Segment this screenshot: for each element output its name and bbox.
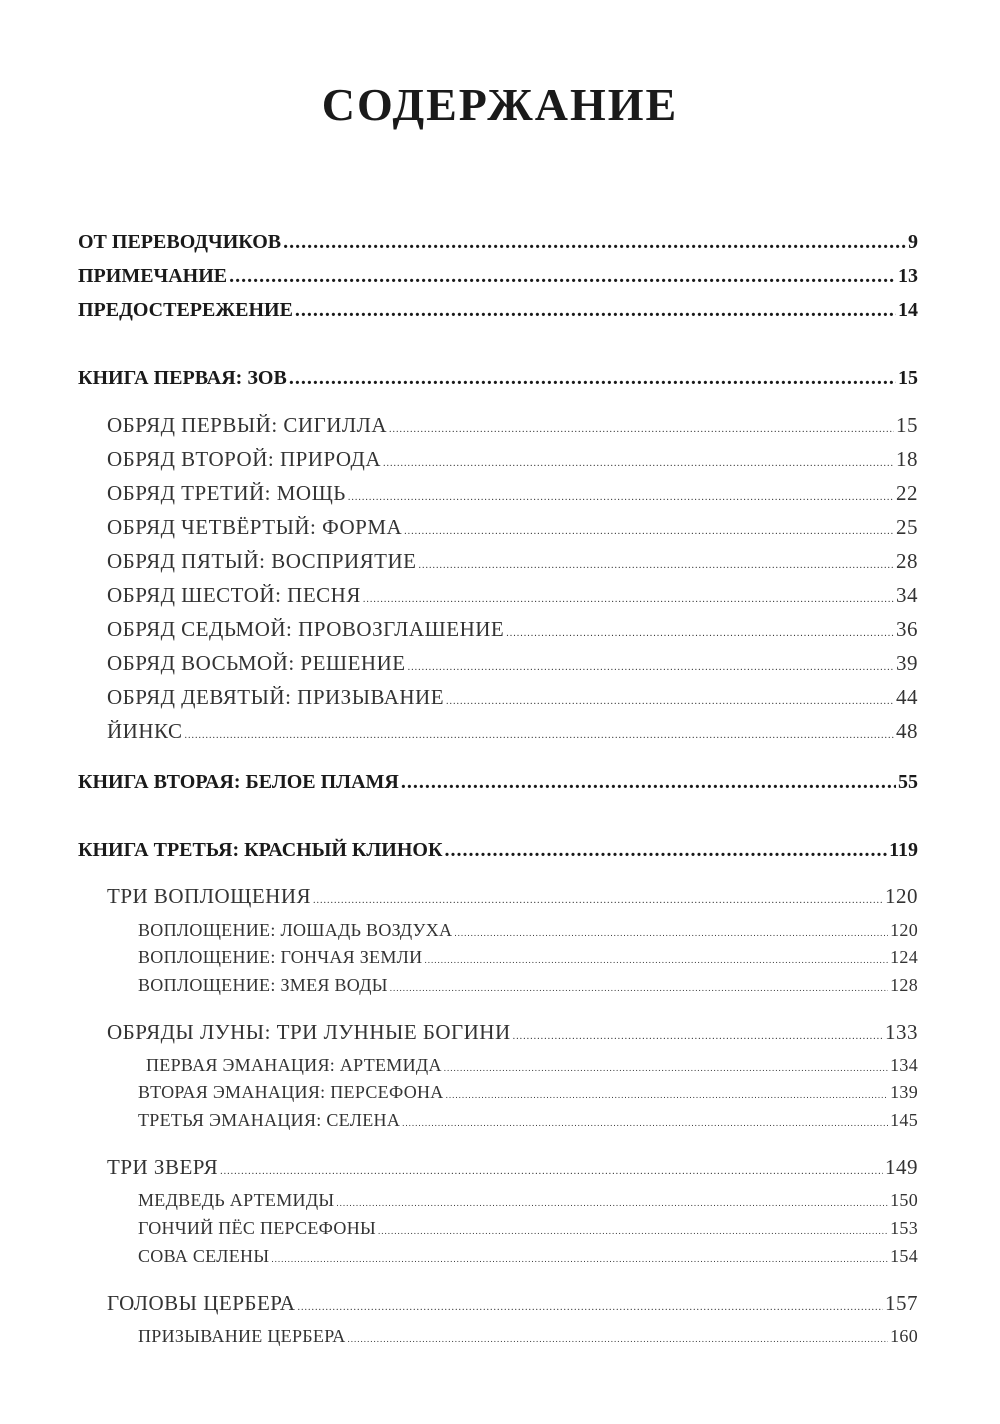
dot-leader — [454, 928, 888, 938]
toc-entry-title: ТРИ ВОПЛОЩЕНИЯ — [107, 884, 312, 908]
toc-entry-title: ПРИЗЫВАНИЕ ЦЕРБЕРА — [138, 1326, 346, 1346]
toc-subsubentry — [138, 920, 918, 941]
toc-entry-title: ОБРЯД ПЯТЫЙ: ВОСПРИЯТИЕ — [107, 549, 417, 573]
toc-entry — [78, 265, 918, 288]
toc-entry-title: ОБРЯД ПЕРВЫЙ: СИГИЛЛА — [107, 413, 388, 437]
toc-entry-page: 48 — [896, 719, 918, 743]
toc-subsubentry — [138, 1326, 918, 1347]
dot-leader — [419, 560, 895, 571]
dot-leader — [401, 771, 896, 794]
dot-leader — [402, 1118, 888, 1128]
toc-entry-page: 34 — [896, 583, 918, 607]
dot-leader — [271, 1254, 888, 1264]
dot-leader — [313, 895, 883, 906]
toc-subentry — [107, 549, 918, 574]
toc-entry-title: ВТОРАЯ ЭМАНАЦИЯ: ПЕРСЕФОНА — [138, 1082, 444, 1102]
dot-leader — [289, 367, 896, 390]
toc-entry-page: 124 — [890, 947, 918, 967]
toc-subsubentry — [138, 1218, 918, 1239]
toc-entry-page: 120 — [890, 920, 918, 940]
toc-entry-title: ПРИМЕЧАНИЕ — [78, 265, 228, 287]
dot-leader — [363, 594, 894, 605]
dot-leader — [220, 1166, 883, 1177]
dot-leader — [297, 1302, 883, 1313]
toc-book-heading — [78, 367, 918, 390]
toc-subentry — [107, 481, 918, 506]
toc-entry-title: ОБРЯД ШЕСТОЙ: ПЕСНЯ — [107, 583, 361, 607]
toc-entry-page: 150 — [890, 1190, 918, 1210]
toc-entry-page: 157 — [885, 1291, 918, 1315]
toc-subsubentry — [138, 1110, 918, 1131]
toc-entry-page: 36 — [896, 617, 918, 641]
dot-leader — [506, 628, 894, 639]
toc-entry-title: МЕДВЕДЬ АРТЕМИДЫ — [138, 1190, 335, 1210]
toc-subsubentry — [138, 1190, 918, 1211]
toc-subentry — [107, 651, 918, 676]
dot-leader — [378, 1226, 888, 1236]
toc-entry-page: 22 — [896, 481, 918, 505]
dot-leader — [446, 696, 894, 707]
toc-subsubentry — [138, 975, 918, 996]
toc-entry-page: 14 — [898, 299, 918, 321]
toc-entry-page: 134 — [890, 1055, 918, 1075]
toc-entry-page: 18 — [896, 447, 918, 471]
toc-entry-title: ОБРЯД ВОСЬМОЙ: РЕШЕНИЕ — [107, 651, 406, 675]
toc-subentry — [107, 447, 918, 472]
toc-subentry — [107, 1291, 918, 1316]
toc-subentry — [107, 515, 918, 540]
toc-subentry — [107, 884, 918, 909]
toc-entry-page: 153 — [890, 1218, 918, 1238]
dot-leader — [185, 730, 895, 741]
toc-entry-title: КНИГА ПЕРВАЯ: ЗОВ — [78, 367, 287, 389]
toc-entry-page: 119 — [889, 839, 918, 861]
toc-entry-title: ВОПЛОЩЕНИЕ: ЛОШАДЬ ВОЗДУХА — [138, 920, 453, 940]
toc-entry-page: 145 — [890, 1110, 918, 1130]
toc-entry-title: ОТ ПЕРЕВОДЧИКОВ — [78, 231, 282, 253]
toc-entry-page: 15 — [898, 367, 918, 389]
toc-entry-title: ПЕРВАЯ ЭМАНАЦИЯ: АРТЕМИДА — [146, 1055, 442, 1075]
dot-leader — [295, 299, 896, 322]
toc-entry-page: 160 — [890, 1326, 918, 1346]
dot-leader — [408, 662, 894, 673]
toc-subsubentry — [138, 1246, 918, 1267]
toc-entry-page: 149 — [885, 1155, 918, 1179]
toc-entry-page: 39 — [896, 651, 918, 675]
toc-entry-title: ОБРЯД СЕДЬМОЙ: ПРОВОЗГЛАШЕНИЕ — [107, 617, 505, 641]
toc-entry-page: 44 — [896, 685, 918, 709]
toc-entry-title: ОБРЯД ТРЕТИЙ: МОЩЬ — [107, 481, 346, 505]
dot-leader — [446, 1090, 889, 1100]
toc-entry-page: 133 — [885, 1020, 918, 1044]
toc-subentry — [107, 1020, 918, 1045]
toc-entry — [78, 299, 918, 322]
toc-entry-page: 154 — [890, 1246, 918, 1266]
toc-subentry — [107, 719, 918, 744]
toc-subentry — [107, 685, 918, 710]
toc-entry-page: 13 — [898, 265, 918, 287]
toc-subsubentry — [138, 1082, 918, 1103]
toc-entry-page: 139 — [890, 1082, 918, 1102]
dot-leader — [389, 424, 894, 435]
toc-book-heading — [78, 839, 918, 862]
dot-leader — [444, 839, 887, 862]
toc-entry-title: ПРЕДОСТЕРЕЖЕНИЕ — [78, 299, 293, 321]
toc-entry-title: ГОЛОВЫ ЦЕРБЕРА — [107, 1291, 296, 1315]
toc-entry-title: ОБРЯД ВТОРОЙ: ПРИРОДА — [107, 447, 382, 471]
toc-entry-title: ОБРЯДЫ ЛУНЫ: ТРИ ЛУННЫЕ БОГИНИ — [107, 1020, 511, 1044]
dot-leader — [513, 1031, 883, 1042]
toc-entry-page: 55 — [898, 771, 918, 793]
toc-entry-title: КНИГА ВТОРАЯ: БЕЛОЕ ПЛАМЯ — [78, 771, 399, 793]
toc-subentry — [107, 413, 918, 438]
toc-entry-page: 9 — [908, 231, 918, 253]
toc-entry-title: СОВА СЕЛЕНЫ — [138, 1246, 270, 1266]
dot-leader — [444, 1063, 888, 1073]
toc-entry-page: 25 — [896, 515, 918, 539]
dot-leader — [390, 983, 888, 993]
dot-leader — [336, 1198, 888, 1208]
toc-entry-title: ТРЕТЬЯ ЭМАНАЦИЯ: СЕЛЕНА — [138, 1110, 401, 1130]
dot-leader — [348, 492, 894, 503]
toc-entry-page: 28 — [896, 549, 918, 573]
dot-leader — [348, 1334, 889, 1344]
toc-entry — [78, 231, 918, 254]
dot-leader — [424, 955, 888, 965]
toc-entry-title: ВОПЛОЩЕНИЕ: ГОНЧАЯ ЗЕМЛИ — [138, 947, 423, 967]
toc-subsubentry — [146, 1055, 918, 1076]
dot-leader — [383, 458, 894, 469]
toc-entry-title: КНИГА ТРЕТЬЯ: КРАСНЫЙ КЛИНОК — [78, 839, 443, 861]
toc-entry-page: 120 — [885, 884, 918, 908]
dot-leader — [283, 231, 906, 254]
toc-entry-title: ОБРЯД ДЕВЯТЫЙ: ПРИЗЫВАНИЕ — [107, 685, 445, 709]
toc-subentry — [107, 617, 918, 642]
toc-entry-page: 128 — [890, 975, 918, 995]
toc-entry-page: 15 — [896, 413, 918, 437]
toc-subentry — [107, 583, 918, 608]
toc-entry-title: ГОНЧИЙ ПЁС ПЕРСЕФОНЫ — [138, 1218, 377, 1238]
toc-entry-title: ТРИ ЗВЕРЯ — [107, 1155, 219, 1179]
toc-subentry — [107, 1155, 918, 1180]
toc-entry-title: ВОПЛОЩЕНИЕ: ЗМЕЯ ВОДЫ — [138, 975, 388, 995]
dot-leader — [229, 265, 896, 288]
toc-subsubentry — [138, 947, 918, 968]
toc-entry-title: ОБРЯД ЧЕТВЁРТЫЙ: ФОРМА — [107, 515, 403, 539]
dot-leader — [404, 526, 894, 537]
toc-entry-title: ЙИНКС — [107, 719, 183, 743]
page-title: СОДЕРЖАНИЕ — [321, 79, 679, 130]
toc-book-heading — [78, 771, 918, 794]
